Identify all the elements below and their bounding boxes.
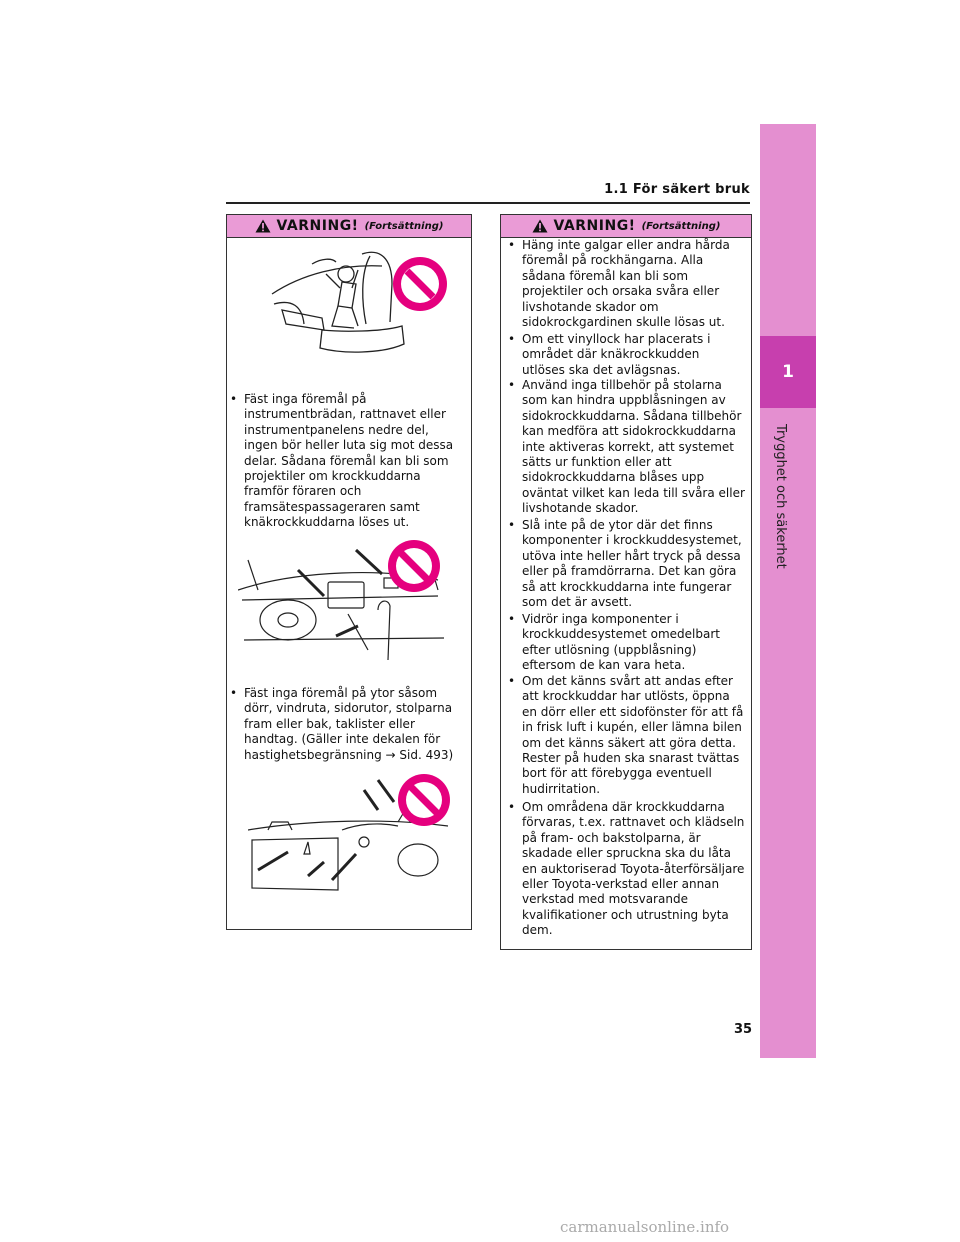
list-item-text: Fäst inga föremål på instrumentbrädan, rattnavet eller instrumentpanelens nedre del, ingen bör heller luta sig mot dessa delar. Sådana föremål kan bli som projektiler om krockkuddarna framför föraren och framsätespassageraren samt knäkrockkuddarna löses ut. xyxy=(244,392,454,530)
bullet: • xyxy=(230,392,238,406)
bullet: • xyxy=(508,800,516,814)
list-item-text: Om områdena där krockkuddarna förvaras, t.ex. rattnavet och klädseln på fram- och bakstolparna, är skadade eller spruckna ska du låta en auktoriserad Toyota-återförsäljare eller Toyota-verkstad eller annan verkstad med motsvarande kvalifikationer och utrustning byta dem. xyxy=(522,800,745,938)
warning-title: VARNING! xyxy=(553,218,636,234)
list-item-text: Om ett vinyllock har placerats i området där knäkrockkudden utlöses ska det avlägsnas. xyxy=(522,332,711,377)
warning-triangle-icon xyxy=(532,219,548,233)
header-rule xyxy=(226,202,750,204)
list-item-text: Om det känns svårt att andas efter att krockkuddar har utlösts, öppna en dörr eller ett sidofönster för att få in frisk luft i kupén, eller lämna bilen om det känns säkert att göra detta. Rester på huden ska snarast tvättas bort för att förebygga eventuell hudirritation. xyxy=(522,674,744,796)
section-header: 1.1 För säkert bruk xyxy=(604,182,750,197)
chapter-title: Trygghet och säkerhet xyxy=(773,424,788,569)
warning-title: VARNING! xyxy=(276,218,359,234)
warning-header xyxy=(227,215,471,238)
watermark: carmanualsonline.info xyxy=(560,1218,730,1236)
bullet: • xyxy=(508,238,516,252)
warning-subtitle: (Fortsättning) xyxy=(641,220,721,232)
illustration-child-on-seat xyxy=(262,244,452,370)
list-item-text: Vidrör inga komponenter i krockkuddesystemet omedelbart efter utlösning (uppblåsning) eftersom de kan vara heta. xyxy=(522,612,720,673)
chapter-sidebar xyxy=(760,124,816,1058)
chapter-title-wrap xyxy=(770,424,806,684)
list-item xyxy=(508,378,746,517)
bullet: • xyxy=(508,674,516,688)
illustration-dashboard xyxy=(238,540,460,666)
list-item xyxy=(508,332,746,378)
list-item-text: Slå inte på de ytor där det finns komponenter i krockkuddesystemet, utöva inte heller hårt tryck på dessa eller på framdörrarna. Det kan göra så att krockkuddarna inte fungerar som det är avsett. xyxy=(522,518,742,610)
list-item xyxy=(230,686,466,763)
warning-header xyxy=(501,215,751,238)
list-item xyxy=(508,612,746,674)
list-item-text: Använd inga tillbehör på stolarna som kan hindra uppblåsningen av sidokrockkuddarna. Sådana tillbehör kan medföra att sidokrockkuddarna inte aktiveras korrekt, att systemet sätts ur funktion eller att sidokrockkuddarna blåses upp oväntat vilket kan leda till svåra eller livshotande skador. xyxy=(522,378,745,516)
page-number: 35 xyxy=(734,1022,753,1037)
bullet: • xyxy=(230,686,238,700)
list-item xyxy=(230,392,466,531)
warning-subtitle: (Fortsättning) xyxy=(364,220,444,232)
bullet: • xyxy=(508,332,516,346)
list-item xyxy=(508,518,746,610)
warning-triangle-icon xyxy=(255,219,271,233)
list-item xyxy=(508,238,746,330)
chapter-number: 1 xyxy=(760,336,816,408)
list-item-text: Häng inte galgar eller andra hårda föremål på rockhängarna. Alla sådana föremål kan bli som projektiler och orsaka svåra eller livshotande skador om sidokrockgardinen skulle lösas ut. xyxy=(522,238,730,330)
list-item xyxy=(508,674,746,797)
list-item-text: Fäst inga föremål på ytor såsom dörr, vindruta, sidorutor, stolparna fram eller bak, taklister eller handtag. (Gäller inte dekalen för hastighetsbegränsning → Sid. 493) xyxy=(244,686,454,762)
bullet: • xyxy=(508,378,516,392)
bullet: • xyxy=(508,518,516,532)
list-item xyxy=(508,800,746,939)
illustration-interior-objects xyxy=(248,770,460,900)
bullet: • xyxy=(508,612,516,626)
